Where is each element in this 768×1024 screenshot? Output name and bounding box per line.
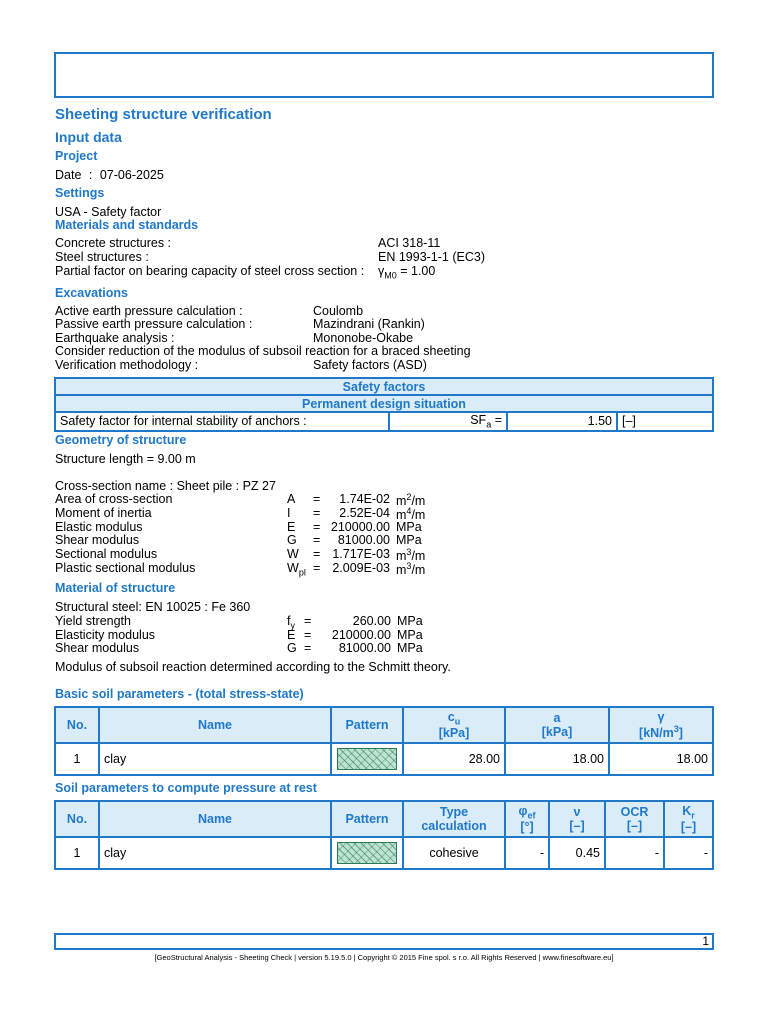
- unit-end: /m: [411, 494, 426, 509]
- cell-nu: 0.45: [549, 837, 605, 869]
- excavation-value: Mazindrani (Rankin): [313, 317, 425, 331]
- cell-name: clay: [99, 837, 331, 869]
- geometry-label: Moment of inertia: [55, 506, 152, 520]
- geometry-value: 2.52E-04: [339, 506, 390, 520]
- col-pattern: Pattern: [331, 801, 403, 837]
- material-label: Steel structures :: [55, 250, 149, 264]
- excavation-label: Verification methodology :: [55, 358, 199, 372]
- ocr-label: OCR: [620, 805, 649, 819]
- material-prop-value: 210000.00: [331, 628, 391, 642]
- material-prop-eq: =: [304, 614, 312, 628]
- safety-row-label: Safety factor for internal stability of anchors :: [55, 412, 389, 431]
- material-prop-label: Shear modulus: [55, 641, 140, 655]
- excavation-value: Coulomb: [313, 304, 364, 318]
- material-prop-unit: MPa: [397, 641, 423, 655]
- type-line2: calculation: [421, 819, 487, 833]
- material-prop-label: Elasticity modulus: [55, 628, 156, 642]
- sym-sub: y: [290, 620, 295, 631]
- material-prop-value: 81000.00: [338, 641, 391, 655]
- material-value: [378, 264, 435, 281]
- table-header-row: [55, 801, 713, 837]
- table-row: [55, 837, 713, 869]
- sf-eq: =: [491, 413, 502, 427]
- col-a: [505, 707, 609, 743]
- geometry-symbol: E: [287, 520, 296, 534]
- type-line1: Type: [439, 805, 469, 819]
- col-type: [403, 801, 505, 837]
- geometry-eq: =: [313, 492, 321, 506]
- a-unit: [kPa]: [541, 725, 573, 739]
- excavation-value: Safety factors (ASD): [313, 358, 427, 372]
- settings-value: USA - Safety factor: [55, 205, 162, 219]
- safety-value: 1.50: [507, 412, 617, 431]
- section-geometry: Geometry of structure: [55, 433, 187, 447]
- col-kr: [664, 801, 713, 837]
- col-ocr: [605, 801, 664, 837]
- col-no: No.: [55, 801, 99, 837]
- sym: f: [287, 614, 291, 628]
- g-unit: [kN/m: [639, 726, 674, 741]
- safety-title: Safety factors: [55, 378, 713, 395]
- safety-symbol: [389, 412, 507, 431]
- col-nu: [549, 801, 605, 837]
- geometry-symbol: [287, 561, 306, 578]
- geometry-symbol: G: [287, 533, 297, 547]
- project-date: [55, 168, 164, 182]
- cell-cu: 28.00: [403, 743, 505, 775]
- date-sep: :: [88, 168, 93, 182]
- col-cu: [403, 707, 505, 743]
- col-no: No.: [55, 707, 99, 743]
- material-label: Concrete structures :: [55, 236, 172, 250]
- ocr-unit: [–]: [626, 819, 643, 833]
- geometry-symbol: W: [287, 547, 299, 561]
- geometry-symbol: I: [287, 506, 291, 520]
- table-header-row: [55, 707, 713, 743]
- unit: m: [396, 494, 407, 509]
- cell-gamma: 18.00: [609, 743, 713, 775]
- unit-sup: 3: [406, 561, 412, 571]
- geometry-label: Plastic sectional modulus: [55, 561, 196, 575]
- geometry-eq: =: [313, 520, 321, 534]
- table-row: [55, 743, 713, 775]
- excavation-label: Passive earth pressure calculation :: [55, 317, 253, 331]
- material-prop-label: Yield strength: [55, 614, 131, 628]
- geometry-label: Sectional modulus: [55, 547, 158, 561]
- safety-unit: [–]: [617, 412, 713, 431]
- geometry-unit: [396, 561, 425, 577]
- gamma-sub: M0: [384, 270, 397, 281]
- safety-factors-table: [54, 377, 714, 432]
- table-header-row: [55, 395, 713, 412]
- material-prop-unit: MPa: [397, 628, 423, 642]
- g-sup: 3: [673, 723, 679, 734]
- cell-ocr: -: [605, 837, 664, 869]
- cu-symbol-line: [408, 710, 500, 727]
- geometry-value: 1.717E-03: [332, 547, 390, 561]
- material-value: ACI 318-11: [378, 236, 441, 250]
- kr-unit: [–]: [680, 820, 697, 835]
- cu-sub: u: [454, 716, 461, 727]
- unit: m: [396, 563, 407, 578]
- footer-copyright: [GeoStructural Analysis - Sheeting Check | version 5.19.5.0 | Copyright © 2015 Fine spol. s r.o. All Rights Reserved | www.finesoftware.eu]: [154, 953, 614, 962]
- gamma-sym: γ: [657, 709, 665, 724]
- geometry-unit: MPa: [396, 520, 422, 534]
- material-prop-unit: MPa: [397, 614, 423, 628]
- table-header-row: [55, 378, 713, 395]
- cell-pattern: [331, 743, 403, 775]
- nu-sym: ν: [573, 805, 581, 819]
- geometry-value: 81000.00: [337, 533, 390, 547]
- material-label: Partial factor on bearing capacity of steel cross section :: [55, 264, 365, 278]
- unit-sup: 4: [406, 506, 412, 516]
- geometry-eq: =: [313, 533, 321, 547]
- phi-sub: ef: [527, 810, 536, 821]
- gamma-unit: [614, 724, 708, 740]
- structure-length: Structure length = 9.00 m: [55, 452, 196, 466]
- section-input-data: Input data: [55, 129, 122, 145]
- section-settings: Settings: [55, 186, 105, 200]
- geometry-label: Elastic modulus: [55, 520, 143, 534]
- cell-a: 18.00: [505, 743, 609, 775]
- col-pattern: Pattern: [331, 707, 403, 743]
- sym: W: [287, 561, 299, 575]
- geometry-value: 2.009E-03: [332, 561, 390, 575]
- unit-sup: 2: [406, 492, 412, 502]
- unit: m: [396, 508, 407, 523]
- geometry-value: 1.74E-02: [339, 492, 390, 506]
- excavation-label: Consider reduction of the modulus of subsoil reaction for a braced sheeting: [55, 344, 471, 358]
- sf-symbol: SF: [470, 413, 487, 427]
- subsoil-note: Modulus of subsoil reaction determined according to the Schmitt theory.: [55, 660, 451, 674]
- unit-sup: 3: [406, 547, 412, 557]
- cell-type: cohesive: [403, 837, 505, 869]
- geometry-label: Area of cross-section: [55, 492, 173, 506]
- sym-sub: pl: [298, 567, 306, 578]
- col-name: Name: [99, 707, 331, 743]
- cell-phi: -: [505, 837, 549, 869]
- basic-soil-table: [54, 706, 714, 776]
- cross-section-name: Cross-section name : Sheet pile : PZ 27: [55, 479, 276, 493]
- cell-name: clay: [99, 743, 331, 775]
- cu-sym: c: [447, 709, 455, 724]
- kr-symbol-line: [669, 804, 708, 821]
- header-frame: [54, 52, 714, 98]
- unit-end: /m: [411, 563, 426, 578]
- section-materials: Materials and standards: [55, 218, 199, 232]
- page-title: Sheeting structure verification: [55, 106, 272, 123]
- soil-pattern-swatch: [337, 748, 397, 770]
- safety-subtitle: Permanent design situation: [55, 395, 713, 412]
- excavation-label: Earthquake analysis :: [55, 331, 175, 345]
- geometry-unit: MPa: [396, 533, 422, 547]
- cell-no: 1: [55, 837, 99, 869]
- material-prop-symbol: G: [287, 641, 297, 655]
- soil-pattern-swatch: [337, 842, 397, 864]
- material-value: EN 1993-1-1 (EC3): [378, 250, 485, 264]
- cell-kr: -: [664, 837, 713, 869]
- sf-sub: a: [486, 419, 492, 430]
- phi-sym: φ: [518, 803, 528, 818]
- unit: m: [396, 549, 407, 564]
- rest-soil-table: [54, 800, 714, 870]
- geometry-symbol: A: [287, 492, 296, 506]
- geometry-eq: =: [313, 547, 321, 561]
- material-prop-value: 260.00: [352, 614, 391, 628]
- kr-sym: K: [682, 803, 692, 818]
- geometry-label: Shear modulus: [55, 533, 140, 547]
- unit-end: /m: [411, 508, 426, 523]
- phi-unit: [°]: [520, 820, 534, 835]
- date-label: Date: [55, 168, 82, 182]
- cell-no: 1: [55, 743, 99, 775]
- date-value: 07-06-2025: [99, 168, 164, 182]
- excavation-value: Mononobe-Okabe: [313, 331, 414, 345]
- excavation-label: Active earth pressure calculation :: [55, 304, 243, 318]
- gamma-symbol: γ: [378, 264, 385, 278]
- unit-end: /m: [411, 549, 426, 564]
- footer-frame: [54, 933, 714, 950]
- section-material: Material of structure: [55, 581, 176, 595]
- col-phi: [505, 801, 549, 837]
- geometry-value: 210000.00: [330, 520, 390, 534]
- section-project: Project: [55, 149, 98, 163]
- page-number: 1: [702, 934, 709, 948]
- geometry-eq: =: [313, 506, 321, 520]
- gamma-value: = 1.00: [396, 264, 436, 278]
- material-prop-eq: =: [304, 641, 312, 655]
- section-basic-soil: Basic soil parameters - (total stress-state): [55, 687, 304, 701]
- cu-unit: [kPa]: [438, 726, 470, 741]
- steel-grade: Structural steel: EN 10025 : Fe 360: [55, 600, 251, 614]
- table-row: [55, 412, 713, 431]
- material-prop-symbol: E: [287, 628, 296, 642]
- nu-unit: [–]: [569, 819, 585, 833]
- kr-sub: r: [691, 810, 695, 821]
- col-name: Name: [99, 801, 331, 837]
- material-prop-eq: =: [304, 628, 312, 642]
- phi-symbol-line: [510, 804, 544, 821]
- a-sym: a: [553, 711, 561, 725]
- cell-pattern: [331, 837, 403, 869]
- section-rest-soil: Soil parameters to compute pressure at rest: [55, 781, 317, 795]
- g-unit-end: ]: [678, 726, 683, 741]
- col-gamma: [609, 707, 713, 743]
- geometry-eq: =: [313, 561, 321, 575]
- section-excavations: Excavations: [55, 286, 128, 300]
